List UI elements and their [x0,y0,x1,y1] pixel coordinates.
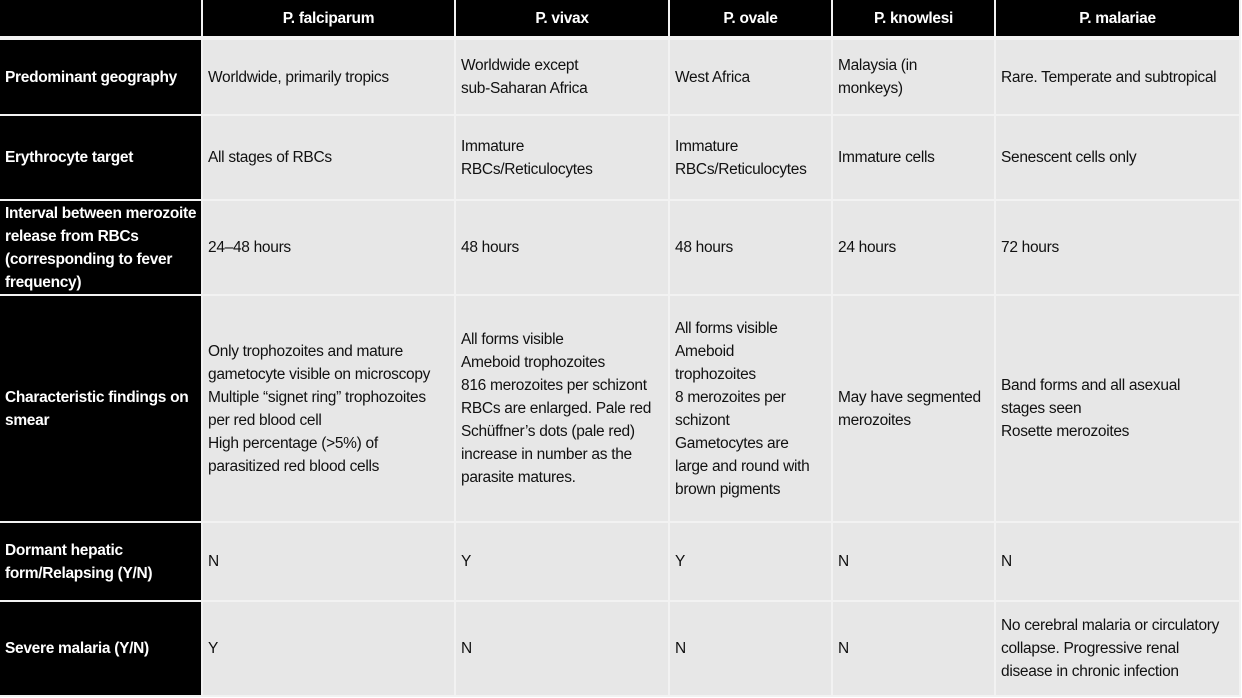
cell-text-line: Rosette merozoites [1001,423,1130,440]
cell-text-line: Multiple “signet ring” trophozoites [208,388,426,406]
cell-text-line: 816 merozoites per schizont [461,377,647,394]
cell-erythrocyte-target-falciparum [203,116,456,201]
cell-text-line: All forms visible [461,331,564,348]
cell-text-line: 24 hours [838,239,896,256]
cell-smear-findings-ovale [670,296,833,523]
cell-text-line: disease in chronic infection [1001,663,1179,680]
cell-text-line: sub-Saharan Africa [461,80,588,97]
cell-text-line: parasitized red blood cells [208,457,380,475]
cell-text-line: High percentage (>5%) of [208,434,378,452]
cell-text-line: Y [675,553,686,570]
cell-text-line: N [208,553,219,570]
cell-text-line: Worldwide except [461,57,579,74]
cell-text-line: Ameboid trophozoites [461,354,605,371]
cell-dormant-hepatic-form-knowlesi [833,523,996,602]
cell-text-line: N [1001,553,1012,570]
cell-text-line: Immature [675,137,739,155]
cell-severe-malaria-vivax [456,602,670,697]
row-header-smear-findings: Characteristic findings on smear [0,296,203,523]
table-row-predominant-geography [0,40,1241,116]
cell-predominant-geography-knowlesi [833,40,996,116]
cell-merozoite-release-interval-falciparum [203,201,456,296]
cell-text-line: West Africa [675,68,750,86]
cell-text-line: brown pigments [675,480,781,498]
row-header-predominant-geography: Predominant geography [0,40,203,116]
cell-dormant-hepatic-form-ovale [670,523,833,602]
cell-erythrocyte-target-knowlesi [833,116,996,201]
cell-smear-findings-malariae [996,296,1241,523]
cell-severe-malaria-knowlesi [833,602,996,697]
cell-merozoite-release-interval-ovale [670,201,833,296]
cell-predominant-geography-ovale [670,40,833,116]
cell-smear-findings-falciparum [203,296,456,523]
cell-text-line: No cerebral malaria or circulatory [1001,617,1220,634]
cell-text-line: per red blood cell [208,411,322,429]
column-header-ovale: P. ovale [670,0,833,40]
cell-text-line: 8 merozoites per [675,388,786,406]
cell-text-line: N [838,553,849,570]
cell-merozoite-release-interval-vivax [456,201,670,296]
cell-text-line: gametocyte visible on microscopy [208,365,431,383]
cell-severe-malaria-ovale [670,602,833,697]
cell-dormant-hepatic-form-falciparum [203,523,456,602]
cell-text-line: Ameboid [675,342,735,360]
cell-text-line: N [461,640,472,657]
cell-text-line: All stages of RBCs [208,149,332,166]
cell-erythrocyte-target-vivax [456,116,670,201]
cell-text-line: N [675,640,686,657]
column-header-vivax: P. vivax [456,0,670,40]
row-header-merozoite-release-interval: Interval between merozoite release from RBCs (corresponding to fever frequency) [0,201,203,296]
cell-text-line: increase in number as the [461,446,632,463]
cell-text-line: Worldwide, primarily tropics [208,68,389,86]
cell-severe-malaria-malariae [996,602,1241,697]
cell-text-line: monkeys) [838,80,903,97]
cell-text-line: 24–48 hours [208,239,291,256]
cell-merozoite-release-interval-knowlesi [833,201,996,296]
table-row-erythrocyte-target [0,116,1241,201]
cell-text-line: schizont [675,411,730,429]
cell-text-line: Immature cells [838,149,935,166]
cell-text-line: May have segmented [838,388,981,406]
table-row-severe-malaria [0,602,1241,697]
cell-text-line: Malaysia (in [838,57,918,74]
row-header-dormant-hepatic-form: Dormant hepatic form/Relapsing (Y/N) [0,523,203,602]
cell-text-line: trophozoites [675,365,756,383]
cell-text-line: Y [461,553,472,570]
cell-text-line: Gametocytes are [675,434,789,452]
cell-dormant-hepatic-form-vivax [456,523,670,602]
cell-text-line: Schüffner’s dots (pale red) [461,423,635,440]
cell-predominant-geography-malariae [996,40,1241,116]
cell-erythrocyte-target-ovale [670,116,833,201]
table-row-merozoite-release-interval [0,201,1241,296]
cell-text-line: stages seen [1001,400,1082,417]
cell-text-line: RBCs/Reticulocytes [461,160,593,178]
column-header-knowlesi: P. knowlesi [833,0,996,40]
cell-smear-findings-knowlesi [833,296,996,523]
table-row-smear-findings [0,296,1241,523]
cell-predominant-geography-falciparum [203,40,456,116]
column-header-malariae: P. malariae [996,0,1241,40]
cell-text-line: Senescent cells only [1001,149,1137,166]
cell-text-line: 72 hours [1001,239,1059,256]
cell-erythrocyte-target-malariae [996,116,1241,201]
cell-text-line: Only trophozoites and mature [208,342,403,360]
header-row [0,0,1241,40]
cell-predominant-geography-vivax [456,40,670,116]
cell-text-line: RBCs/Reticulocytes [675,160,807,178]
cell-text-line: N [838,640,849,657]
cell-dormant-hepatic-form-malariae [996,523,1241,602]
cell-text-line: merozoites [838,411,911,429]
cell-text-line: collapse. Progressive renal [1001,640,1179,657]
cell-text-line: Immature [461,137,525,155]
cell-text-line: 48 hours [675,239,733,256]
cell-text-line: parasite matures. [461,469,576,486]
cell-text-line: large and round with [675,457,810,475]
cell-severe-malaria-falciparum [203,602,456,697]
cell-text-line: All forms visible [675,319,778,337]
cell-text-line: 48 hours [461,239,519,256]
cell-smear-findings-vivax [456,296,670,523]
cell-merozoite-release-interval-malariae [996,201,1241,296]
cell-text-line: Rare. Temperate and subtropical [1001,68,1217,86]
row-header-erythrocyte-target: Erythrocyte target [0,116,203,201]
row-header-severe-malaria: Severe malaria (Y/N) [0,602,203,697]
corner-header [0,0,203,40]
cell-text-line: Y [208,640,219,657]
table-row-dormant-hepatic-form [0,523,1241,602]
cell-text-line: RBCs are enlarged. Pale red [461,400,652,417]
column-header-falciparum: P. falciparum [203,0,456,40]
cell-text-line: Band forms and all asexual [1001,377,1181,394]
